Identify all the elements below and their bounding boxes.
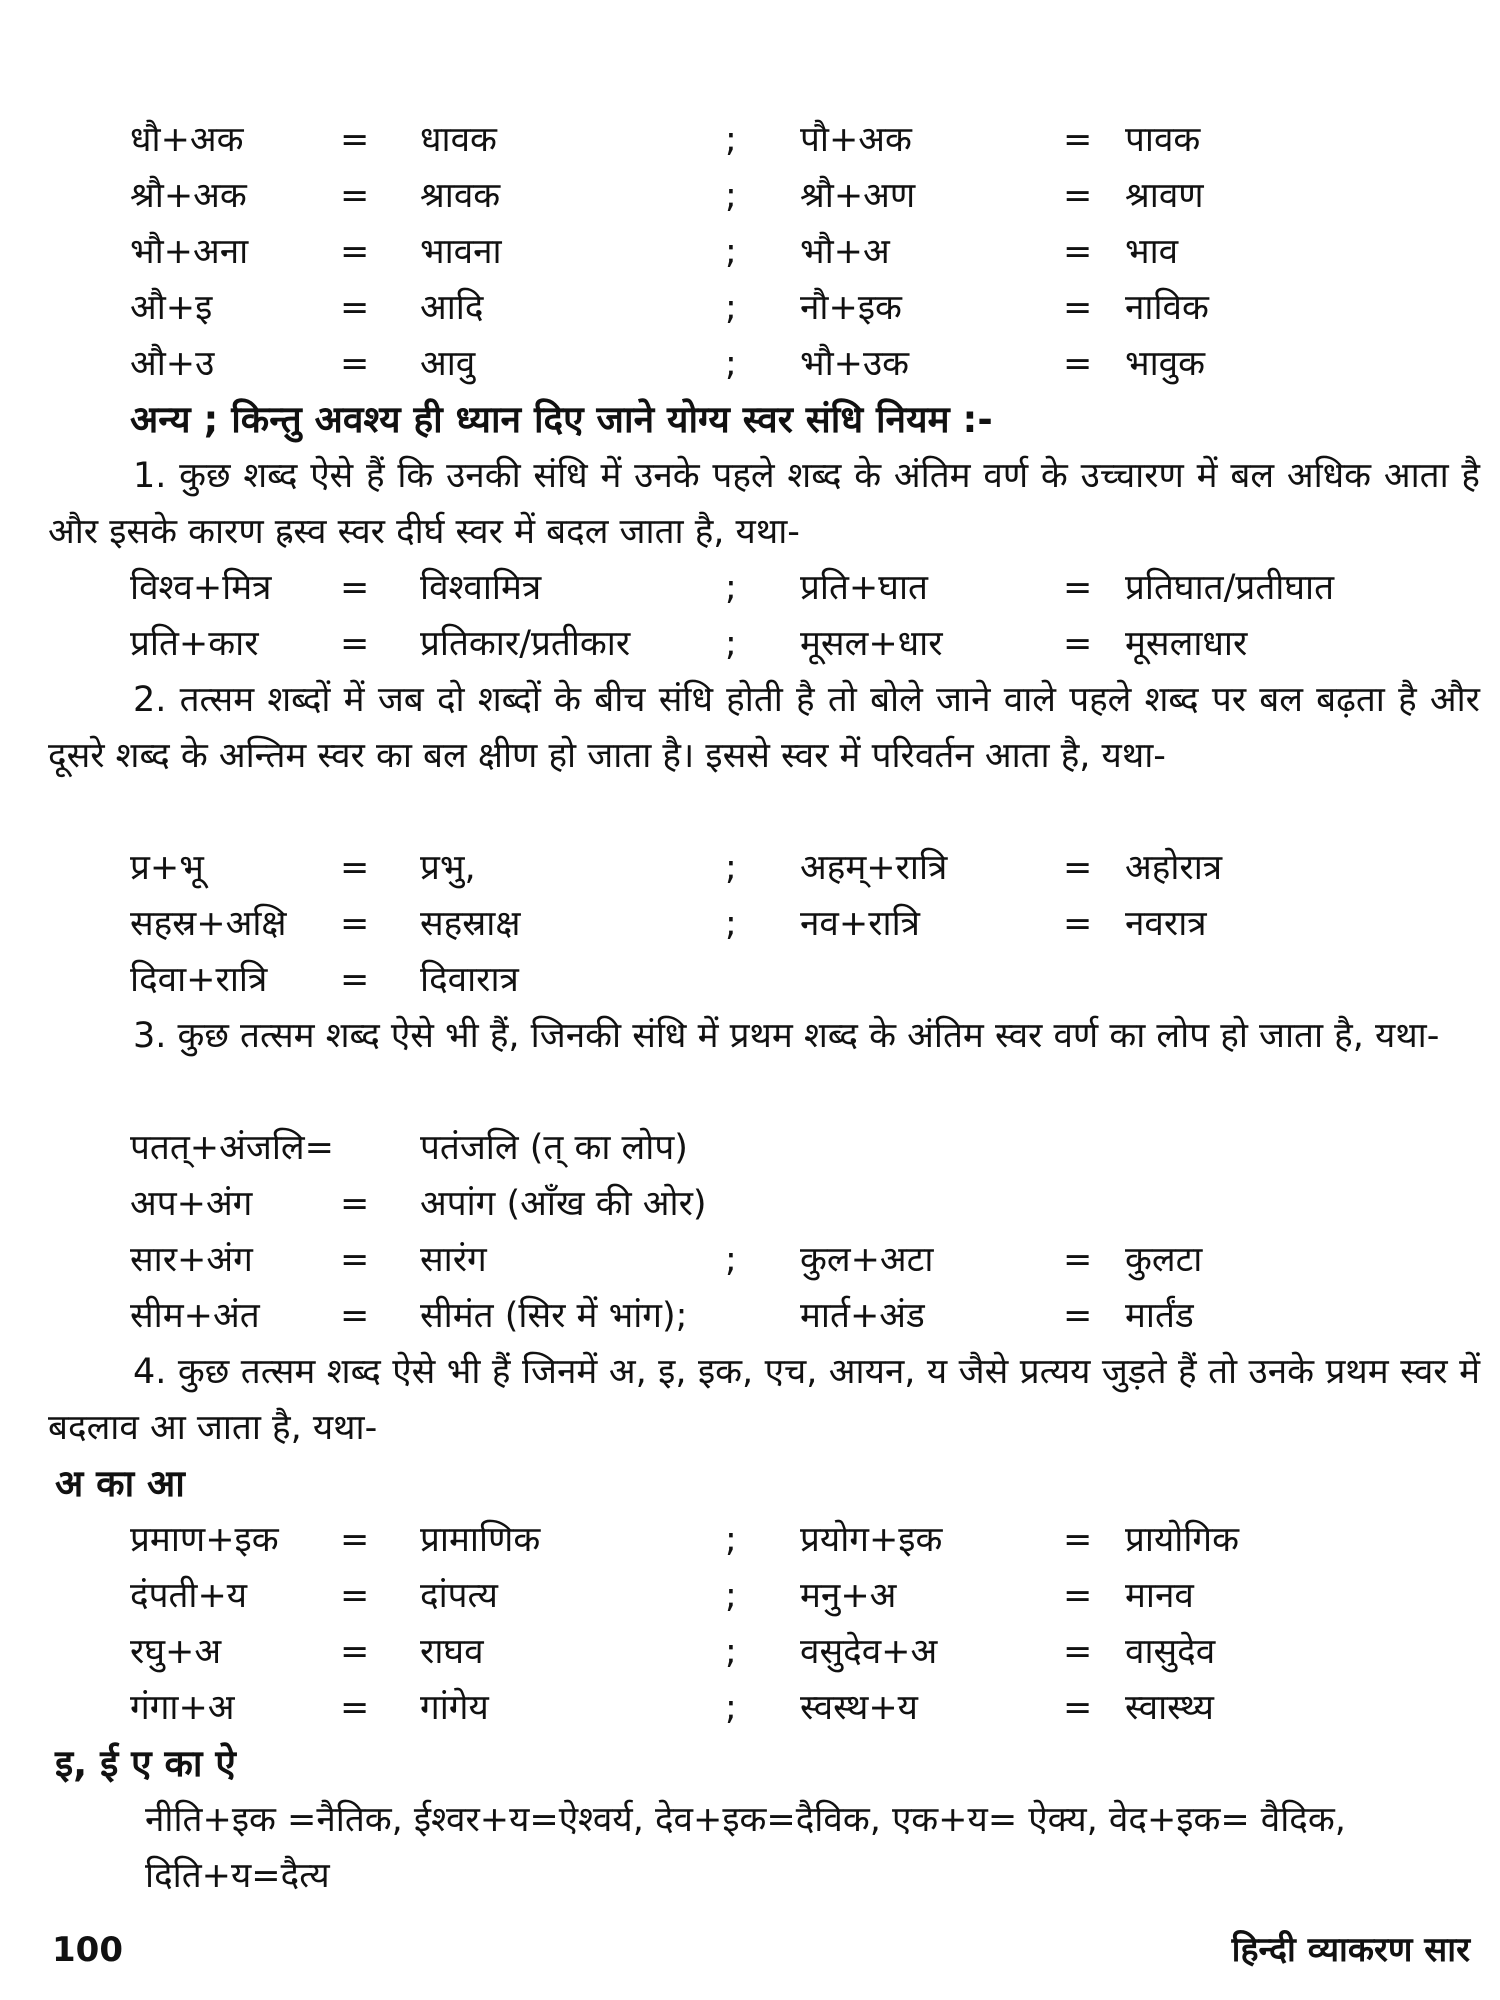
sandhi-components: भौ+उक	[800, 344, 910, 384]
separator: ;	[725, 624, 737, 664]
sandhi-components: नव+रात्रि	[800, 904, 920, 944]
sandhi-result: दिवारात्र	[420, 960, 519, 1000]
sandhi-result: राघव	[420, 1632, 484, 1672]
sandhi-result: भावुक	[1125, 344, 1206, 384]
equals-sign: =	[1063, 1296, 1093, 1336]
equals-sign: =	[1063, 1240, 1093, 1280]
sandhi-components: प्रयोग+इक	[800, 1520, 943, 1560]
sandhi-components: दिवा+रात्रि	[130, 960, 268, 1000]
rule-paragraph: 2. तत्सम शब्दों में जब दो शब्दों के बीच संधि होती है तो बोले जाने वाले पहले शब्द पर बल बढ़ता है और दूसरे शब्द के अन्तिम स्वर का बल क्षीण हो जाता है। इससे स्वर में परिवर्तन आता है, यथा-	[48, 680, 1480, 776]
sandhi-components: श्रौ+अण	[800, 176, 916, 216]
table-row	[0, 1176, 1500, 1232]
sandhi-result: श्रावक	[420, 176, 501, 216]
separator: ;	[725, 904, 737, 944]
page-number: 100	[52, 1930, 123, 1970]
separator: ;	[725, 1688, 737, 1728]
sandhi-components: पतत्+अंजलि=	[130, 1128, 334, 1168]
equals-sign: =	[340, 176, 370, 216]
table-row	[0, 560, 1500, 616]
table-row	[0, 336, 1500, 392]
sandhi-components: प्रति+कार	[130, 624, 259, 664]
sandhi-result: मार्तंड	[1125, 1296, 1194, 1336]
separator: ;	[725, 1240, 737, 1280]
sandhi-result: मूसलाधार	[1125, 624, 1248, 664]
table-row	[0, 1624, 1500, 1680]
sandhi-components: कुल+अटा	[800, 1240, 934, 1280]
table-row	[0, 280, 1500, 336]
separator: ;	[725, 120, 737, 160]
sandhi-result: पावक	[1125, 120, 1201, 160]
sandhi-result: प्रामाणिक	[420, 1520, 541, 1560]
separator: ;	[725, 1520, 737, 1560]
sandhi-components: सहस्र+अक्षि	[130, 904, 287, 944]
equals-sign: =	[1063, 120, 1093, 160]
separator: ;	[725, 232, 737, 272]
sandhi-components: दंपती+य	[130, 1576, 248, 1616]
equals-sign: =	[1063, 232, 1093, 272]
sandhi-components: धौ+अक	[130, 120, 244, 160]
equals-sign: =	[340, 288, 370, 328]
book-title: हिन्दी व्याकरण सार	[1231, 1930, 1470, 1970]
separator: ;	[725, 1632, 737, 1672]
equals-sign: =	[340, 960, 370, 1000]
sandhi-components: प्रति+घात	[800, 568, 928, 608]
subsection-heading: इ, ई ए का ऐ	[55, 1742, 236, 1785]
sandhi-components: श्रौ+अक	[130, 176, 247, 216]
sandhi-components: पौ+अक	[800, 120, 912, 160]
equals-sign: =	[340, 848, 370, 888]
sandhi-result: कुलटा	[1125, 1240, 1203, 1280]
sandhi-components: मार्त+अंड	[800, 1296, 925, 1336]
separator: ;	[725, 1576, 737, 1616]
equals-sign: =	[340, 344, 370, 384]
equals-sign: =	[340, 904, 370, 944]
sandhi-components: भौ+अ	[800, 232, 890, 272]
sandhi-result: प्रभु,	[420, 848, 476, 888]
equals-sign: =	[1063, 1632, 1093, 1672]
sandhi-components: सार+अंग	[130, 1240, 253, 1280]
sandhi-result: मानव	[1125, 1576, 1194, 1616]
equals-sign: =	[1063, 1520, 1093, 1560]
sandhi-result: सारंग	[420, 1240, 487, 1280]
sandhi-result: आदि	[420, 288, 484, 328]
separator: ;	[725, 344, 737, 384]
sandhi-result: धावक	[420, 120, 497, 160]
separator: ;	[725, 568, 737, 608]
sandhi-components: वसुदेव+अ	[800, 1632, 938, 1672]
sandhi-result: दांपत्य	[420, 1576, 498, 1616]
equals-sign: =	[1063, 624, 1093, 664]
equals-sign: =	[340, 1240, 370, 1280]
table-row	[0, 1568, 1500, 1624]
sandhi-result: सहस्राक्ष	[420, 904, 521, 944]
examples-paragraph: नीति+इक =नैतिक, ईश्वर+य=ऐश्वर्य, देव+इक=दैविक, एक+य= ऐक्य, वेद+इक= वैदिक, दिति+य=दैत्य	[145, 1800, 1346, 1896]
rule-paragraph: 3. कुछ तत्सम शब्द ऐसे भी हैं, जिनकी संधि में प्रथम शब्द के अंतिम स्वर वर्ण का लोप हो जाता है, यथा-	[133, 1016, 1440, 1056]
sandhi-result: वासुदेव	[1125, 1632, 1216, 1672]
equals-sign: =	[1063, 568, 1093, 608]
equals-sign: =	[340, 568, 370, 608]
sandhi-result: प्रतिकार/प्रतीकार	[420, 624, 631, 664]
equals-sign: =	[1063, 1576, 1093, 1616]
table-row	[0, 112, 1500, 168]
sandhi-components: सीम+अंत	[130, 1296, 260, 1336]
sandhi-components: औ+उ	[130, 344, 215, 384]
sandhi-components: औ+इ	[130, 288, 213, 328]
equals-sign: =	[1063, 848, 1093, 888]
sandhi-components: भौ+अना	[130, 232, 249, 272]
sandhi-result: श्रावण	[1125, 176, 1204, 216]
equals-sign: =	[1063, 288, 1093, 328]
sandhi-components: मूसल+धार	[800, 624, 943, 664]
equals-sign: =	[1063, 904, 1093, 944]
sandhi-components: अप+अंग	[130, 1184, 253, 1224]
sandhi-result: प्रायोगिक	[1125, 1520, 1239, 1560]
subsection-heading: अ का आ	[55, 1462, 185, 1505]
sandhi-result: नाविक	[1125, 288, 1209, 328]
table-row	[0, 1680, 1500, 1736]
rule-paragraph: 4. कुछ तत्सम शब्द ऐसे भी हैं जिनमें अ, इ, इक, एच, आयन, य जैसे प्रत्यय जुड़ते हैं तो उनके प्रथम स्वर में बदलाव आ जाता है, यथा-	[48, 1352, 1480, 1448]
rule-paragraph: 1. कुछ शब्द ऐसे हैं कि उनकी संधि में उनके पहले शब्द के अंतिम वर्ण के उच्चारण में बल अधिक आता है और इसके कारण ह्रस्व स्वर दीर्घ स्वर में बदल जाता है, यथा-	[48, 456, 1480, 552]
sandhi-result: नवरात्र	[1125, 904, 1207, 944]
table-row	[0, 168, 1500, 224]
table-row	[0, 1288, 1500, 1344]
separator: ;	[725, 288, 737, 328]
sandhi-result: अपांग (आँख की ओर)	[420, 1184, 707, 1224]
equals-sign: =	[340, 1520, 370, 1560]
table-row	[0, 1512, 1500, 1568]
equals-sign: =	[1063, 176, 1093, 216]
sandhi-components: प्र+भू	[130, 848, 204, 888]
equals-sign: =	[340, 232, 370, 272]
sandhi-result: भाव	[1125, 232, 1179, 272]
table-row	[0, 1232, 1500, 1288]
table-row	[0, 224, 1500, 280]
sandhi-result: भावना	[420, 232, 502, 272]
sandhi-components: स्वस्थ+य	[800, 1688, 918, 1728]
sandhi-result: स्वास्थ्य	[1125, 1688, 1214, 1728]
equals-sign: =	[1063, 344, 1093, 384]
sandhi-components: गंगा+अ	[130, 1688, 235, 1728]
equals-sign: =	[340, 1632, 370, 1672]
section-heading: अन्य ; किन्तु अवश्य ही ध्यान दिए जाने योग्य स्वर संधि नियम :-	[130, 398, 993, 441]
sandhi-result: पतंजलि (त् का लोप)	[420, 1128, 688, 1168]
table-row	[0, 616, 1500, 672]
table-row	[0, 840, 1500, 896]
sandhi-result: गांगेय	[420, 1688, 489, 1728]
equals-sign: =	[340, 1184, 370, 1224]
sandhi-result: अहोरात्र	[1125, 848, 1223, 888]
table-row	[0, 952, 1500, 1008]
sandhi-result: विश्वामित्र	[420, 568, 542, 608]
equals-sign: =	[340, 624, 370, 664]
table-row	[0, 1120, 1500, 1176]
sandhi-result: प्रतिघात/प्रतीघात	[1125, 568, 1335, 608]
equals-sign: =	[340, 120, 370, 160]
sandhi-components: प्रमाण+इक	[130, 1520, 279, 1560]
separator: ;	[725, 848, 737, 888]
equals-sign: =	[340, 1576, 370, 1616]
equals-sign: =	[340, 1688, 370, 1728]
sandhi-components: रघु+अ	[130, 1632, 222, 1672]
table-row	[0, 896, 1500, 952]
equals-sign: =	[1063, 1688, 1093, 1728]
sandhi-components: नौ+इक	[800, 288, 902, 328]
sandhi-components: विश्व+मित्र	[130, 568, 272, 608]
sandhi-components: मनु+अ	[800, 1576, 897, 1616]
sandhi-result: सीमंत (सिर में भांग);	[420, 1296, 688, 1336]
separator: ;	[725, 176, 737, 216]
sandhi-result: आवु	[420, 344, 476, 384]
equals-sign: =	[340, 1296, 370, 1336]
sandhi-components: अहम्+रात्रि	[800, 848, 948, 888]
